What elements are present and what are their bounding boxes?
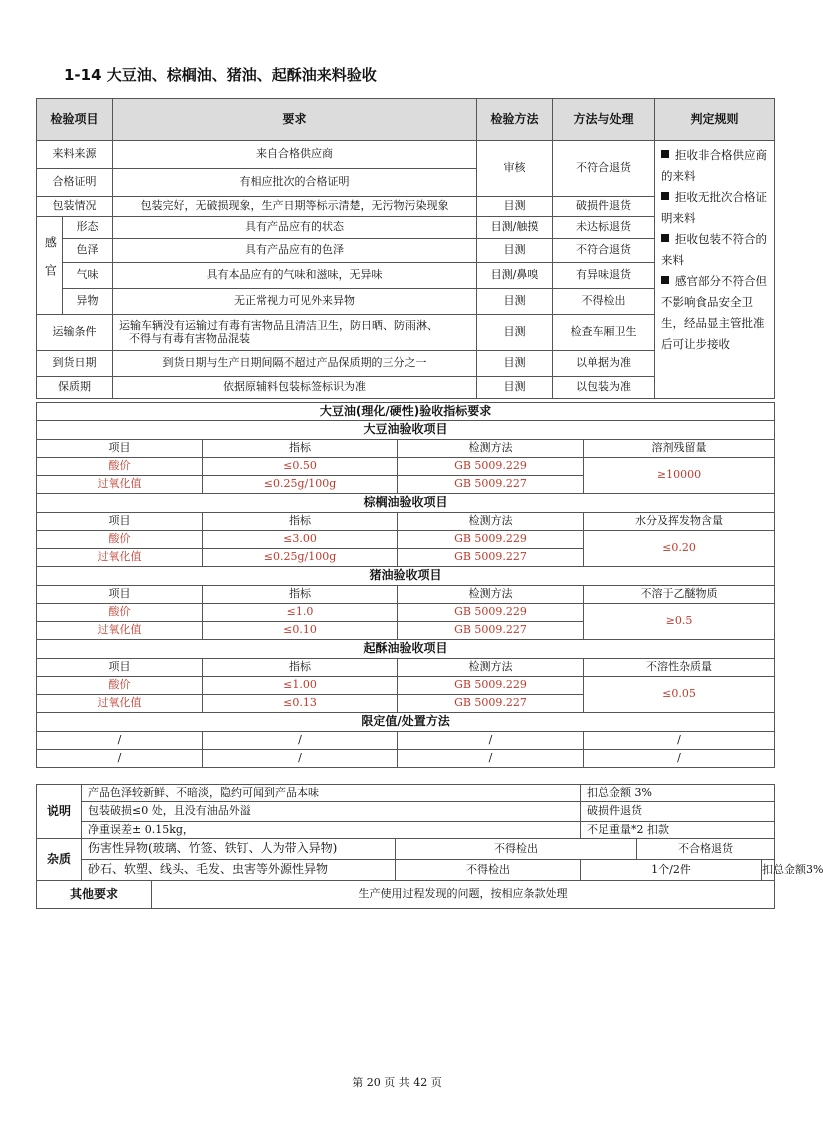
row-form-req: 具有产品应有的状态 <box>113 217 477 239</box>
note-desc: 产品色泽较新鲜、不暗淡，隐约可闻到产品本味 <box>82 785 581 802</box>
notes-label: 说明 <box>37 785 82 839</box>
spec-method: GB 5009.227 <box>398 622 584 640</box>
spec-item: 过氧化值 <box>37 622 203 640</box>
spec-method: GB 5009.227 <box>398 549 584 567</box>
spec-item: 过氧化值 <box>37 695 203 713</box>
page-footer: 第 20 页 共 42 页 <box>352 1076 442 1089</box>
limit-cell: / <box>203 750 398 768</box>
spec-extra-value: ≥0.5 <box>584 604 775 640</box>
row-packaging-req: 包装完好，无破损现象，生产日期等标示清楚，无污物污染现象 <box>113 197 477 217</box>
row-odor-item: 气味 <box>63 263 113 289</box>
limit-cell: / <box>584 750 775 768</box>
row-transport-req: 运输车辆没有运输过有毒有害物品且清洁卫生，防日晒、防雨淋、 不得与有毒有害物品混装 <box>113 315 477 351</box>
impurity-action: 扣总金额3% <box>762 860 775 881</box>
row-form-method: 目测/触摸 <box>477 217 553 239</box>
spec-item: 酸价 <box>37 604 203 622</box>
rule-item: 拒收包装不符合的来料 <box>661 232 768 267</box>
spec-method: GB 5009.227 <box>398 476 584 494</box>
limit-cell: / <box>398 750 584 768</box>
row-foreign-req: 无正常视力可见外来异物 <box>113 289 477 315</box>
header-item: 检验项目 <box>37 99 113 141</box>
header-requirement: 要求 <box>113 99 477 141</box>
col-header-index: 指标 <box>203 586 398 604</box>
col-header-index: 指标 <box>203 513 398 531</box>
row-color-item: 色泽 <box>63 239 113 263</box>
row-odor-req: 具有本品应有的气味和滋味，无异味 <box>113 263 477 289</box>
impurity-desc: 砂石、软塑、线头、毛发、虫害等外源性异物 <box>82 860 396 881</box>
row-odor-method: 目测/鼻嗅 <box>477 263 553 289</box>
audit-method: 审核 <box>477 141 553 197</box>
limit-cell: / <box>37 732 203 750</box>
row-color-req: 具有产品应有的色泽 <box>113 239 477 263</box>
spec-index: ≤0.50 <box>203 458 398 476</box>
section-title: 大豆油验收项目 <box>37 421 775 440</box>
spec-extra-value: ≥10000 <box>584 458 775 494</box>
square-bullet-icon <box>661 276 669 284</box>
note-desc: 包装破损≤0 处，且没有油品外溢 <box>82 802 581 822</box>
spec-item: 酸价 <box>37 458 203 476</box>
specs-main-title: 大豆油(理化/硬性)验收指标要求 <box>37 403 775 421</box>
col-header-method: 检测方法 <box>398 659 584 677</box>
spec-method: GB 5009.229 <box>398 458 584 476</box>
judgement-rules <box>655 141 775 399</box>
spec-index: ≤3.00 <box>203 531 398 549</box>
limit-cell: / <box>584 732 775 750</box>
spec-method: GB 5009.229 <box>398 677 584 695</box>
row-shelf-item: 保质期 <box>37 377 113 399</box>
row-arrival-handling: 以单据为准 <box>553 351 655 377</box>
limit-cell: / <box>203 732 398 750</box>
section-title: 棕榈油验收项目 <box>37 494 775 513</box>
spec-extra-value: ≤0.20 <box>584 531 775 567</box>
note-desc: 净重误差± 0.15kg， <box>82 822 581 839</box>
spec-index: ≤0.10 <box>203 622 398 640</box>
spec-method: GB 5009.229 <box>398 604 584 622</box>
notes-table <box>36 784 823 909</box>
row-transport-item: 运输条件 <box>37 315 113 351</box>
section-title: 猪油验收项目 <box>37 567 775 586</box>
square-bullet-icon <box>661 150 669 158</box>
rule-item: 感官部分不符合但不影响食品安全卫生，经品显主管批准后可让步接收 <box>661 274 768 351</box>
rule-item: 拒收非合格供应商的来料 <box>661 148 768 183</box>
section-title: 起酥油验收项目 <box>37 640 775 659</box>
audit-handling: 不符合退货 <box>553 141 655 197</box>
impurity-count: 1个/2件 <box>581 860 762 881</box>
row-color-handling: 不符合退货 <box>553 239 655 263</box>
note-action: 扣总金额 3% <box>581 785 775 802</box>
col-header-extra: 溶剂残留量 <box>584 440 775 458</box>
row-arrival-req: 到货日期与生产日期间隔不超过产品保质期的三分之一 <box>113 351 477 377</box>
col-header-item: 项目 <box>37 513 203 531</box>
rule-item: 拒收无批次合格证明来料 <box>661 190 768 225</box>
spec-extra-value: ≤0.05 <box>584 677 775 713</box>
row-shelf-handling: 以包装为准 <box>553 377 655 399</box>
row-source-req: 来自合格供应商 <box>113 141 477 169</box>
row-foreign-handling: 不得检出 <box>553 289 655 315</box>
row-packaging-item: 包装情况 <box>37 197 113 217</box>
row-arrival-method: 目测 <box>477 351 553 377</box>
note-action: 不足重量*2 扣款 <box>581 822 775 839</box>
other-label: 其他要求 <box>37 881 152 909</box>
row-packaging-method: 目测 <box>477 197 553 217</box>
row-packaging-handling: 破损件退货 <box>553 197 655 217</box>
inspection-table <box>36 98 775 399</box>
spec-index: ≤0.25g/100g <box>203 549 398 567</box>
spec-item: 酸价 <box>37 677 203 695</box>
col-header-item: 项目 <box>37 440 203 458</box>
col-header-method: 检测方法 <box>398 440 584 458</box>
spec-index: ≤0.13 <box>203 695 398 713</box>
impurity-action: 不合格退货 <box>637 839 775 860</box>
other-text: 生产使用过程发现的问题，按相应条款处理 <box>152 881 775 909</box>
note-action: 破损件退货 <box>581 802 775 822</box>
col-header-method: 检测方法 <box>398 586 584 604</box>
impurity-limit: 不得检出 <box>396 860 581 881</box>
page-title: 1-14 大豆油、棕榈油、猪油、起酥油来料验收 <box>64 66 377 84</box>
spec-index: ≤0.25g/100g <box>203 476 398 494</box>
row-shelf-method: 目测 <box>477 377 553 399</box>
sensory-label: 感官 <box>37 217 63 315</box>
header-method: 检验方法 <box>477 99 553 141</box>
row-foreign-method: 目测 <box>477 289 553 315</box>
spec-item: 酸价 <box>37 531 203 549</box>
row-certificate-req: 有相应批次的合格证明 <box>113 169 477 197</box>
row-source-item: 来料来源 <box>37 141 113 169</box>
header-handling: 方法与处理 <box>553 99 655 141</box>
row-form-handling: 未达标退货 <box>553 217 655 239</box>
spec-item: 过氧化值 <box>37 549 203 567</box>
specs-table <box>36 402 775 768</box>
limit-cell: / <box>398 732 584 750</box>
row-arrival-item: 到货日期 <box>37 351 113 377</box>
col-header-extra: 水分及挥发物含量 <box>584 513 775 531</box>
spec-index: ≤1.00 <box>203 677 398 695</box>
spec-item: 过氧化值 <box>37 476 203 494</box>
row-form-item: 形态 <box>63 217 113 239</box>
col-header-index: 指标 <box>203 659 398 677</box>
row-color-method: 目测 <box>477 239 553 263</box>
row-odor-handling: 有异味退货 <box>553 263 655 289</box>
spec-index: ≤1.0 <box>203 604 398 622</box>
col-header-item: 项目 <box>37 659 203 677</box>
col-header-item: 项目 <box>37 586 203 604</box>
row-foreign-item: 异物 <box>63 289 113 315</box>
impurity-limit: 不得检出 <box>396 839 637 860</box>
col-header-extra: 不溶性杂质量 <box>584 659 775 677</box>
spec-method: GB 5009.227 <box>398 695 584 713</box>
spec-method: GB 5009.229 <box>398 531 584 549</box>
col-header-index: 指标 <box>203 440 398 458</box>
col-header-extra: 不溶于乙醚物质 <box>584 586 775 604</box>
square-bullet-icon <box>661 234 669 242</box>
col-header-method: 检测方法 <box>398 513 584 531</box>
square-bullet-icon <box>661 192 669 200</box>
row-shelf-req: 依据原辅料包装标签标识为准 <box>113 377 477 399</box>
header-rules: 判定规则 <box>655 99 775 141</box>
limit-cell: / <box>37 750 203 768</box>
impurities-label: 杂质 <box>37 839 82 881</box>
impurity-desc: 伤害性异物(玻璃、竹签、铁钉、人为带入异物) <box>82 839 396 860</box>
row-certificate-item: 合格证明 <box>37 169 113 197</box>
limit-title: 限定值/处置方法 <box>37 713 775 732</box>
row-transport-handling: 检查车厢卫生 <box>553 315 655 351</box>
row-transport-method: 目测 <box>477 315 553 351</box>
